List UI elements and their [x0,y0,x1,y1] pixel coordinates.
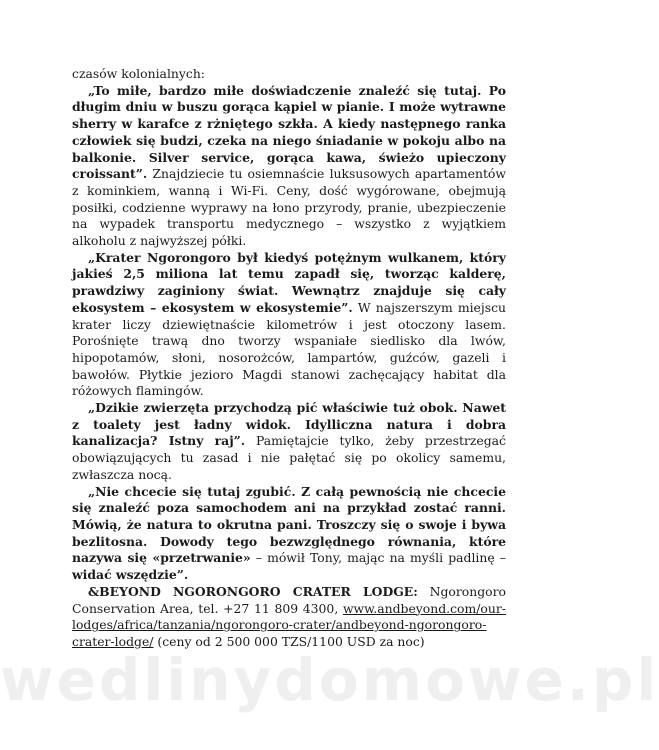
text-run: Pamiętajcie tylko, żeby przestrzegać obowiązujących tu zasad i nie pałętać się po okolicy samemu, zwłaszcza nocą. [72,433,506,482]
bold-text-run: widać wszędzie”. [72,567,189,583]
text-run: – mówił Tony, mając na myśli padlinę – [250,550,506,566]
text-run: W najszerszym miejscu krater liczy dziewiętnaście kilometrów i jest otoczony lasem. Porośnięte trawą dno tworzy wspaniałe siedlisko dla lwów, hipopotamów, słoni, nosorożców, lampartów, guźców, gazeli i bawołów. Płytkie jezioro Magdi stanowi zachęcający habitat dla różowych flamingów. [72,299,506,399]
bold-text-run: &BEYOND NGORONGORO CRATER LODGE: [88,583,418,599]
document-page [72,66,506,651]
text-run: (ceny od 2 500 000 TZS/1100 USD za noc) [153,633,425,649]
paragraph-quote-lodge [72,83,506,250]
bold-text-run: „Nie chcecie się tutaj zgubić. Z całą pewnością nie chcecie się znaleźć poza samochodem ani na przykład zostać ranni. Mówią, że natura to okrutna pani. Troszczy się o swoje i bywa bezlitosna. Dowody tego bezwzględnego równania, które nazywa się «przetrwanie» [72,483,506,566]
text-run: czasów kolonialnych: [72,66,205,81]
paragraph-quote-animals [72,400,506,484]
paragraph-1 [72,66,506,83]
bold-text-run: „To miłe, bardzo miłe doświadczenie znaleźć się tutaj. Po długim dniu w buszu gorąca kąpiel w pianie. I może wytrawne sherry w karafce z rżniętego szkła. A kiedy następnego ranka człowiek się budzi, czeka na niego śniadanie w pokoju albo na balkonie. Silver service, gorąca kawa, świeżo upieczony croissant”. [72,82,506,182]
watermark: wedlinydomowe.pl [0,646,659,714]
text-run: Znajdziecie tu osiemnaście luksusowych apartamentów z kominkiem, wanną i Wi-Fi. Ceny, dość wygórowane, obejmują posiłki, codzienne wyprawy na łono przyrody, pranie, ubezpieczenie na wypadek transportu medycznego – wszystko z wyjątkiem alkoholu z najwyższej półki. [72,166,506,249]
paragraph-lodge-info [72,584,506,651]
bold-text-run: „Dzikie zwierzęta przychodzą pić właściwie tuż obok. Nawet z toalety jest ładny widok. Idylliczna natura i dobra kanalizacja? Istny raj”. [72,400,506,449]
lodge-website-link[interactable]: www.andbeyond.com/our-lodges/africa/tanzania/ngorongoro-crater/andbeyond-ngorongoro-crater-lodge/ [72,600,506,649]
paragraph-quote-survival [72,484,506,584]
bold-text-run: „Krater Ngorongoro był kiedyś potężnym wulkanem, który jakieś 2,5 miliona lat temu zapadł się, tworząc kalderę, prawdziwy zaginiony świat. Wewnątrz znajduje się cały ekosystem – ekosystem w ekosystemie”. [72,249,506,315]
paragraph-quote-crater [72,250,506,400]
text-run: Ngorongoro Conservation Area, tel. +27 11 809 4300, [72,583,506,616]
